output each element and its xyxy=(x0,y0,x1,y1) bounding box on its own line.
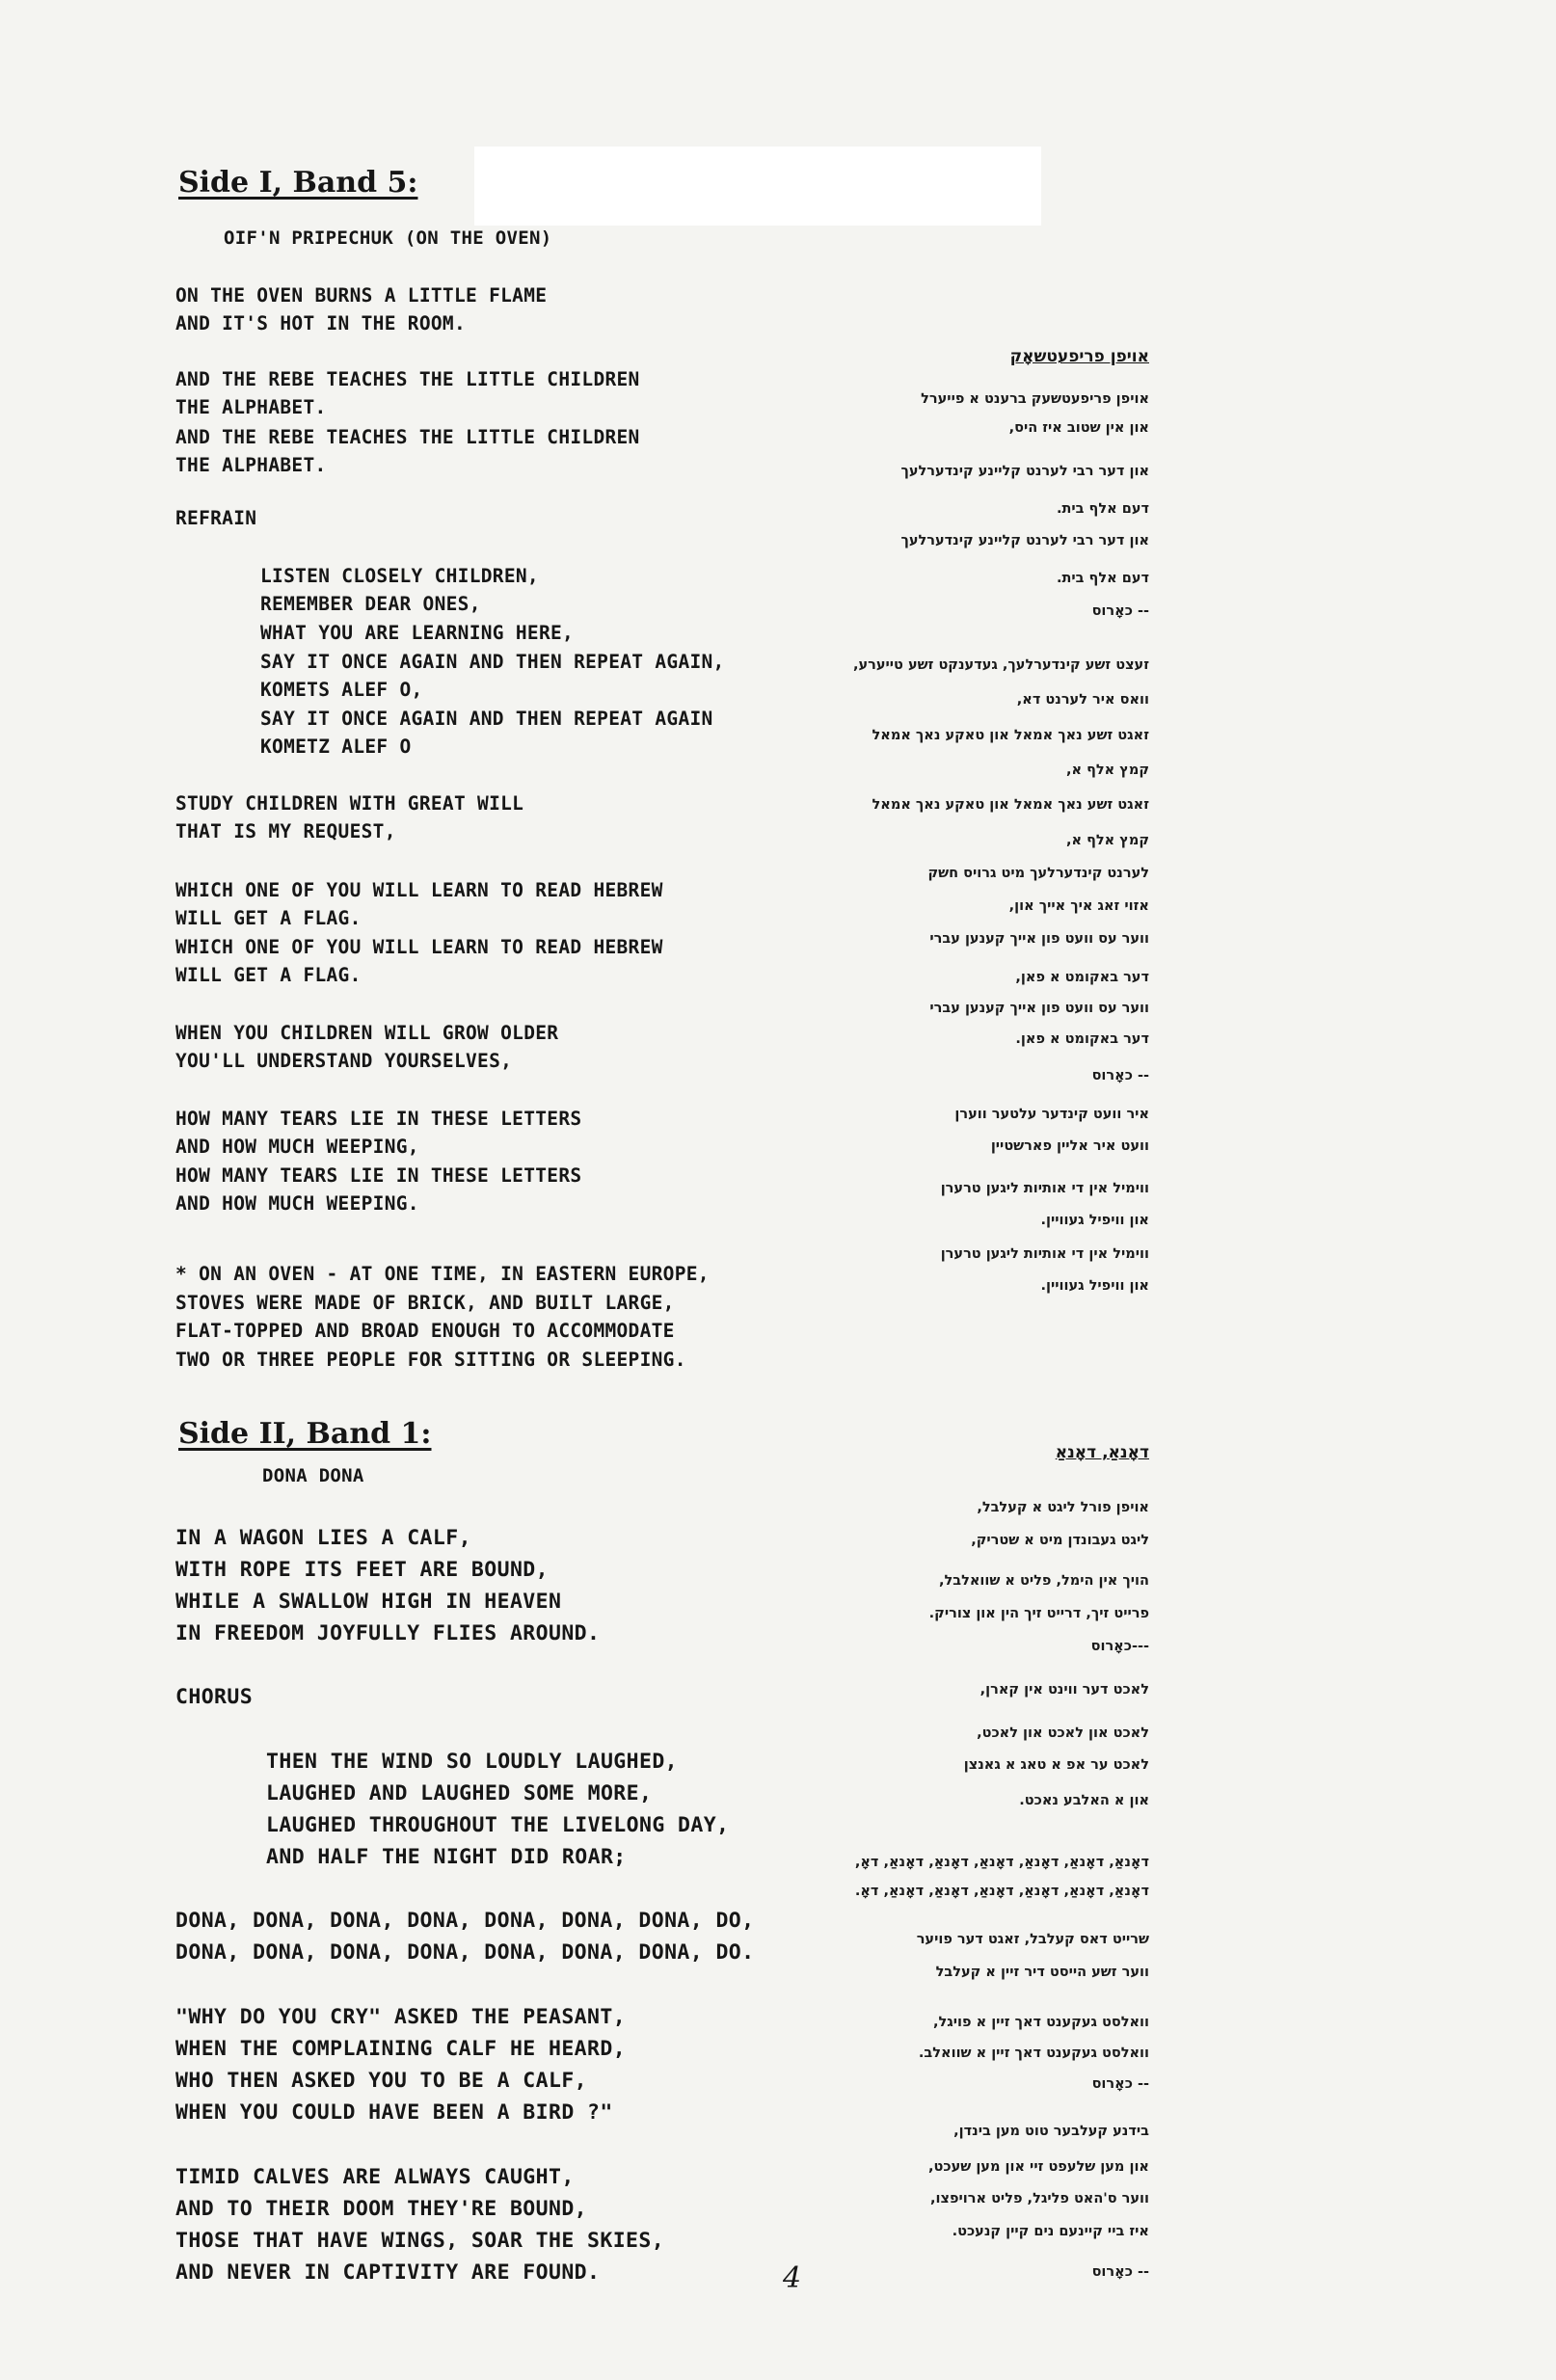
lyric-line: THAT IS MY REQUEST, xyxy=(175,820,396,842)
side1-heading: Side I, Band 5: xyxy=(178,166,418,200)
side2-hebrew-title: דאָנאַ, דאָנאַ xyxy=(1055,1443,1149,1462)
page-number: 4 xyxy=(783,2261,802,2295)
hebrew-line: איז ביי קיינעם נים קיין קנעכט. xyxy=(952,2224,1149,2239)
lyric-line: IN FREEDOM JOYFULLY FLIES AROUND. xyxy=(175,1621,601,1645)
hebrew-line: וואס איר לערנט דא, xyxy=(1016,692,1149,708)
side2-heading: Side II, Band 1: xyxy=(178,1417,432,1451)
lyric-line: IN A WAGON LIES A CALF, xyxy=(175,1526,471,1550)
hebrew-line: ווימיל אין די אותיות ליגען טרערן xyxy=(940,1181,1149,1196)
lyric-line: WITH ROPE ITS FEET ARE BOUND, xyxy=(175,1558,549,1582)
lyric-line: AND HALF THE NIGHT DID ROAR; xyxy=(266,1845,627,1869)
footnote-line: FLAT-TOPPED AND BROAD ENOUGH TO ACCOMMODATE xyxy=(175,1320,675,1342)
refrain-label: REFRAIN xyxy=(175,507,257,529)
lyric-line: WILL GET A FLAG. xyxy=(175,907,362,929)
redaction-patch xyxy=(474,147,1041,226)
lyric-line: WHICH ONE OF YOU WILL LEARN TO READ HEBREW xyxy=(175,879,663,901)
lyric-line: AND IT'S HOT IN THE ROOM. xyxy=(175,312,466,334)
hebrew-line: ליגט געבונדן מיט א שטריק, xyxy=(971,1533,1149,1548)
hebrew-line: וואלסט געקענט דאך זיין א שוואלב. xyxy=(918,2046,1149,2061)
hebrew-line: דער באקומט א פאן, xyxy=(1015,970,1149,985)
hebrew-line: ווער זשע הייסט דיר זיין א קעלבל xyxy=(935,1965,1149,1980)
lyric-line: LISTEN CLOSELY CHILDREN, xyxy=(260,565,539,587)
hebrew-line: און וויפיל געוויין. xyxy=(1040,1278,1149,1294)
hebrew-line: און דער רבי לערנט קליינע קינדערלעך xyxy=(900,464,1149,479)
hebrew-line: וועט איר אליין פארשטיין xyxy=(990,1138,1149,1154)
lyric-line: HOW MANY TEARS LIE IN THESE LETTERS xyxy=(175,1108,582,1130)
lyric-line: HOW MANY TEARS LIE IN THESE LETTERS xyxy=(175,1164,582,1187)
hebrew-line: זעצט זשע קינדערלעך, געדענקט זשע טייערע, xyxy=(852,657,1149,673)
lyric-line: THE ALPHABET. xyxy=(175,454,327,476)
hebrew-line: ווער עס וועט פון אייך קענען עברי xyxy=(929,1001,1149,1016)
lyric-line: WHAT YOU ARE LEARNING HERE, xyxy=(260,622,575,644)
hebrew-line: דעם אלף בית. xyxy=(1056,501,1149,517)
lyric-line: WILL GET A FLAG. xyxy=(175,964,362,986)
hebrew-line: אויפן פריפעטשעק ברענט א פייערל xyxy=(921,391,1149,407)
lyric-line: AND THE REBE TEACHES THE LITTLE CHILDREN xyxy=(175,368,640,390)
lyric-line: LAUGHED THROUGHOUT THE LIVELONG DAY, xyxy=(266,1813,730,1837)
lyric-line: AND TO THEIR DOOM THEY'RE BOUND, xyxy=(175,2197,588,2221)
footnote-line: STOVES WERE MADE OF BRICK, AND BUILT LARGE, xyxy=(175,1292,675,1314)
hebrew-line: שרייט דאס קעלבל, זאגט דער פויער xyxy=(916,1932,1149,1947)
lyric-line: AND THE REBE TEACHES THE LITTLE CHILDREN xyxy=(175,426,640,448)
hebrew-line: און מען שלעפט זיי און מען שעכט, xyxy=(928,2159,1149,2175)
hebrew-line: אזוי זאג איך אייך און, xyxy=(1008,898,1149,914)
hebrew-line: דער באקומט א פאן. xyxy=(1015,1031,1149,1047)
hebrew-line: דאָנאַ, דאָנאַ, דאָנאַ, דאָנאַ, דאָנאַ, דאָנאַ, דאָ. xyxy=(854,1884,1149,1899)
hebrew-line: פרייט זיך, דרייט זיך הין און צוריק. xyxy=(928,1606,1149,1621)
hebrew-line: און א האלבע נאכט. xyxy=(1019,1793,1149,1808)
lyric-line: WHO THEN ASKED YOU TO BE A CALF, xyxy=(175,2069,588,2093)
chorus-label: CHORUS xyxy=(175,1685,254,1709)
chorus-marker: -- כאָרוס xyxy=(1091,603,1149,619)
chorus-marker: -- כאָרוס xyxy=(1091,1068,1149,1083)
lyric-line: WHICH ONE OF YOU WILL LEARN TO READ HEBREW xyxy=(175,936,663,958)
lyric-line: AND NEVER IN CAPTIVITY ARE FOUND. xyxy=(175,2260,601,2285)
lyric-line: AND HOW MUCH WEEPING, xyxy=(175,1136,419,1158)
lyric-line: AND HOW MUCH WEEPING. xyxy=(175,1192,419,1215)
chorus-marker: ---כאָרוס xyxy=(1090,1639,1149,1654)
lyric-line: THE ALPHABET. xyxy=(175,396,327,418)
hebrew-line: בידנע קעלבער טוט מען בינדן, xyxy=(953,2124,1149,2139)
footnote-line: * ON AN OVEN - AT ONE TIME, IN EASTERN EUROPE, xyxy=(175,1263,710,1285)
hebrew-line: קמץ אלף א, xyxy=(1065,833,1149,848)
hebrew-line: לאכט און לאכט און לאכט, xyxy=(977,1725,1149,1741)
hebrew-line: לאכט ער אפ א טאג א גאנצן xyxy=(963,1757,1149,1773)
chorus-marker: -- כאָרוס xyxy=(1091,2076,1149,2092)
hebrew-line: ווער עס וועט פון אייך קענען עברי xyxy=(929,931,1149,947)
hebrew-line: אויפן פורל ליגט א קעלבל, xyxy=(977,1500,1149,1515)
side1-title: OIF'N PRIPECHUK (ON THE OVEN) xyxy=(224,227,552,249)
lyric-line: REMEMBER DEAR ONES, xyxy=(260,593,481,615)
lyric-line: THOSE THAT HAVE WINGS, SOAR THE SKIES, xyxy=(175,2229,665,2253)
lyric-line: WHEN YOU CHILDREN WILL GROW OLDER xyxy=(175,1022,559,1044)
hebrew-line: און וויפיל געוויין. xyxy=(1040,1213,1149,1228)
hebrew-line: ווער ס'האט פליגל, פליט ארויפצו, xyxy=(930,2191,1149,2206)
lyric-line: WHILE A SWALLOW HIGH IN HEAVEN xyxy=(175,1590,562,1614)
hebrew-line: דעם אלף בית. xyxy=(1056,571,1149,586)
lyric-line: DONA, DONA, DONA, DONA, DONA, DONA, DONA, DO, xyxy=(175,1909,755,1933)
lyric-line: SAY IT ONCE AGAIN AND THEN REPEAT AGAIN xyxy=(260,708,713,730)
hebrew-line: לערנט קינדערלעך מיט גרויס חשק xyxy=(927,866,1149,881)
hebrew-line: קמץ אלף א, xyxy=(1065,762,1149,778)
footnote-line: TWO OR THREE PEOPLE FOR SITTING OR SLEEPING. xyxy=(175,1349,686,1371)
lyric-line: KOMETZ ALEF O xyxy=(260,735,412,758)
lyric-line: "WHY DO YOU CRY" ASKED THE PEASANT, xyxy=(175,2005,627,2029)
lyric-line: WHEN YOU COULD HAVE BEEN A BIRD ?" xyxy=(175,2100,613,2125)
hebrew-line: זאגט זשע נאך אמאל און טאקע נאך אמאל xyxy=(872,797,1149,813)
lyric-line: ON THE OVEN BURNS A LITTLE FLAME xyxy=(175,284,548,307)
lyric-line: WHEN THE COMPLAINING CALF HE HEARD, xyxy=(175,2037,627,2061)
hebrew-line: וואלסט געקענט דאך זיין א פויגל, xyxy=(933,2015,1149,2030)
hebrew-line: און דער רבי לערנט קליינע קינדערלעך xyxy=(900,533,1149,548)
side1-hebrew-title: אויפן פריפעטשאָק xyxy=(1009,347,1149,366)
hebrew-line: לאכט דער ווינט אין קארן, xyxy=(979,1682,1149,1698)
side2-title: DONA DONA xyxy=(262,1465,364,1486)
hebrew-line: זאגט זשע נאך אמאל און טאקע נאך אמאל xyxy=(872,728,1149,743)
lyric-line: SAY IT ONCE AGAIN AND THEN REPEAT AGAIN, xyxy=(260,651,725,673)
hebrew-line: דאָנאַ, דאָנאַ, דאָנאַ, דאָנאַ, דאָנאַ, דאָנאַ, דאָ, xyxy=(854,1855,1149,1870)
hebrew-line: ווימיל אין די אותיות ליגען טרערן xyxy=(940,1246,1149,1262)
hebrew-line: הויך אין הימל, פליט א שוואלבל, xyxy=(938,1573,1149,1589)
lyric-line: LAUGHED AND LAUGHED SOME MORE, xyxy=(266,1781,653,1805)
lyric-line: THEN THE WIND SO LOUDLY LAUGHED, xyxy=(266,1750,679,1774)
lyric-line: DONA, DONA, DONA, DONA, DONA, DONA, DONA, DO. xyxy=(175,1940,755,1965)
hebrew-line: איר וועט קינדער עלטער ווערן xyxy=(954,1107,1149,1122)
lyric-line: KOMETS ALEF O, xyxy=(260,679,423,701)
lyric-line: STUDY CHILDREN WITH GREAT WILL xyxy=(175,792,524,815)
lyric-line: YOU'LL UNDERSTAND YOURSELVES, xyxy=(175,1050,513,1072)
hebrew-line: און אין שטוב איז היס, xyxy=(1008,420,1149,436)
chorus-marker: -- כאָרוס xyxy=(1091,2264,1149,2280)
lyric-line: TIMID CALVES ARE ALWAYS CAUGHT, xyxy=(175,2165,575,2189)
